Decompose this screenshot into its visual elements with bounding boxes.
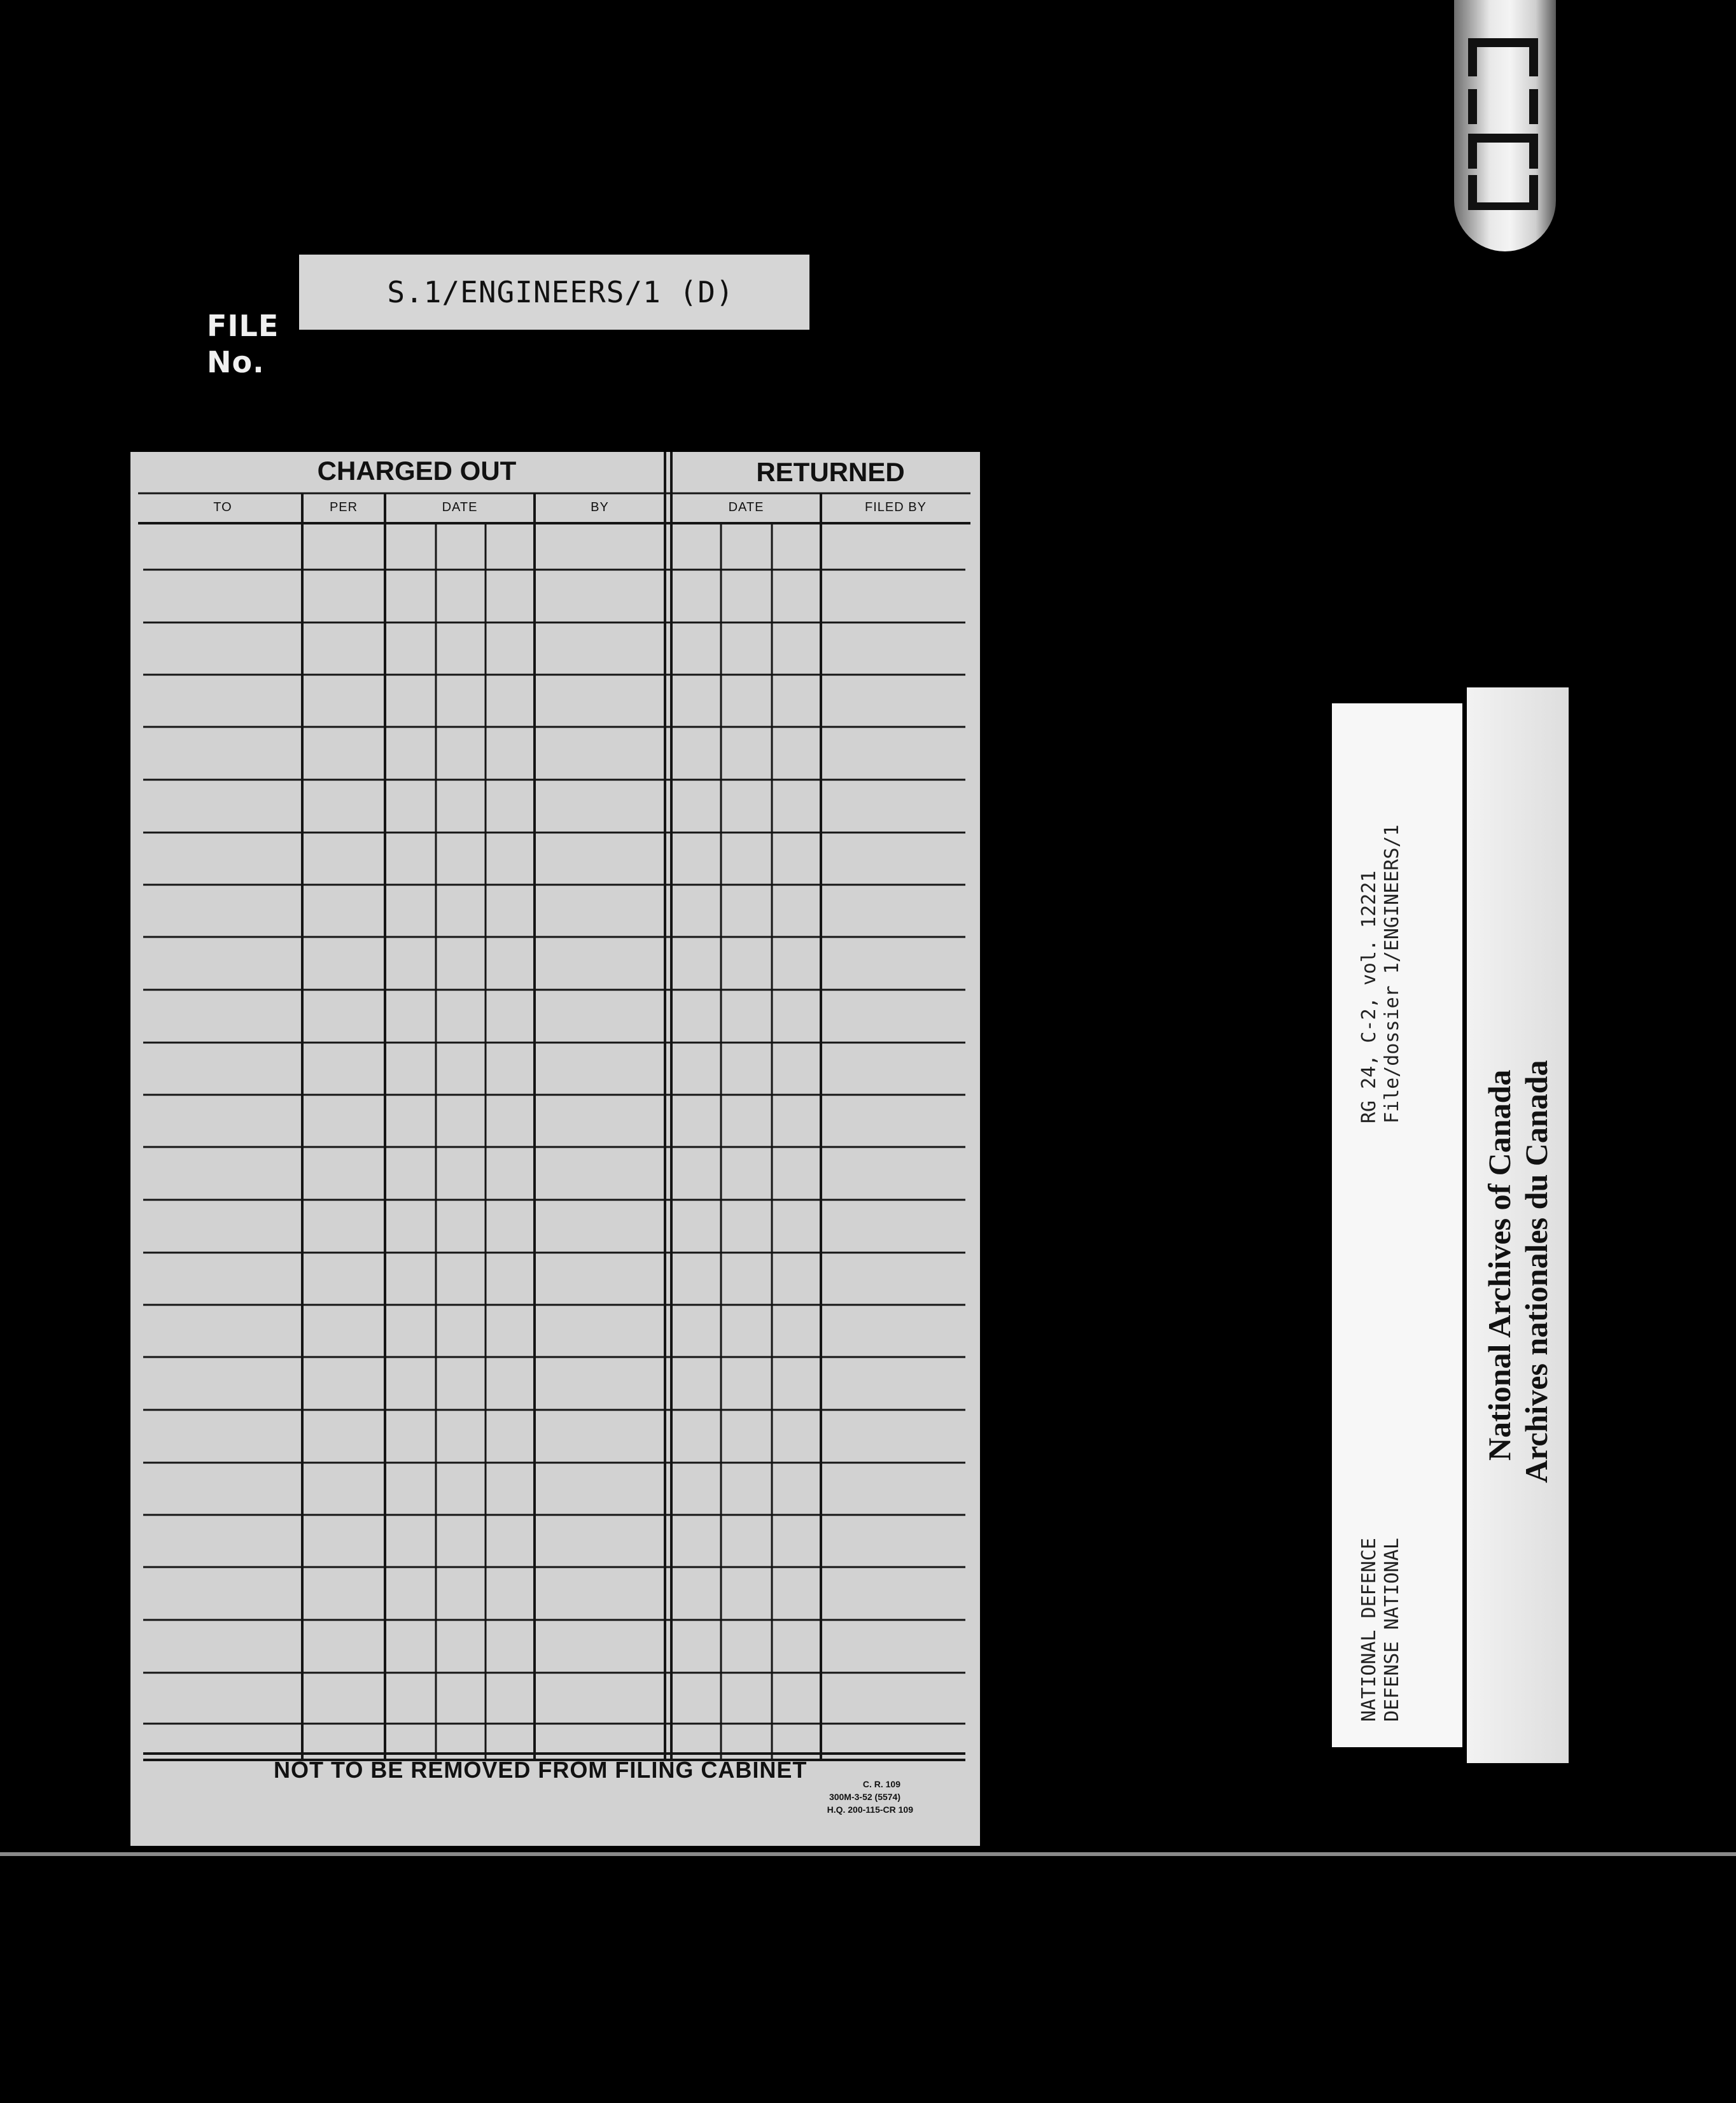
file-number-box [299,255,809,330]
department-english: NATIONAL DEFENCE [1358,1538,1380,1722]
charged-out-header: CHARGED OUT [317,456,517,486]
card-footer-notice: NOT TO BE REMOVED FROM FILING CABINET [274,1757,808,1783]
department-label [1332,703,1462,1747]
file-label: FILE [207,309,279,343]
form-code-3: H.Q. 200-115-CR 109 [827,1804,913,1815]
frame-counter-digits-icon [1454,0,1556,251]
national-archives-english: National Archives of Canada [1481,1069,1517,1461]
column-to: TO [213,500,232,514]
charge-out-card [130,452,980,1846]
number-label: No. [207,345,265,379]
form-code-1: C. R. 109 [862,1779,900,1789]
column-returned-date: DATE [728,500,764,514]
column-date: DATE [442,500,478,514]
national-archives-french: Archives nationales du Canada [1518,1060,1554,1483]
archive-reference: RG 24, C-2, vol. 12221 [1358,870,1380,1123]
file-number: S.1/ENGINEERS/1 (D) [387,275,734,309]
card-grid [130,452,980,1846]
department-french: DEFENSE NATIONAL [1381,1538,1403,1722]
national-archives-label [1467,687,1569,1763]
archive-file-reference: File/dossier 1/ENGINEERS/1 [1381,824,1403,1123]
column-by: BY [591,500,609,514]
frame-counter-tab [1454,0,1556,251]
column-per: PER [329,500,358,514]
form-code-2: 300M-3-52 (5574) [829,1792,900,1802]
column-filed-by: FILED BY [865,500,927,514]
film-edge-line [0,1852,1736,1856]
returned-header: RETURNED [756,457,905,487]
